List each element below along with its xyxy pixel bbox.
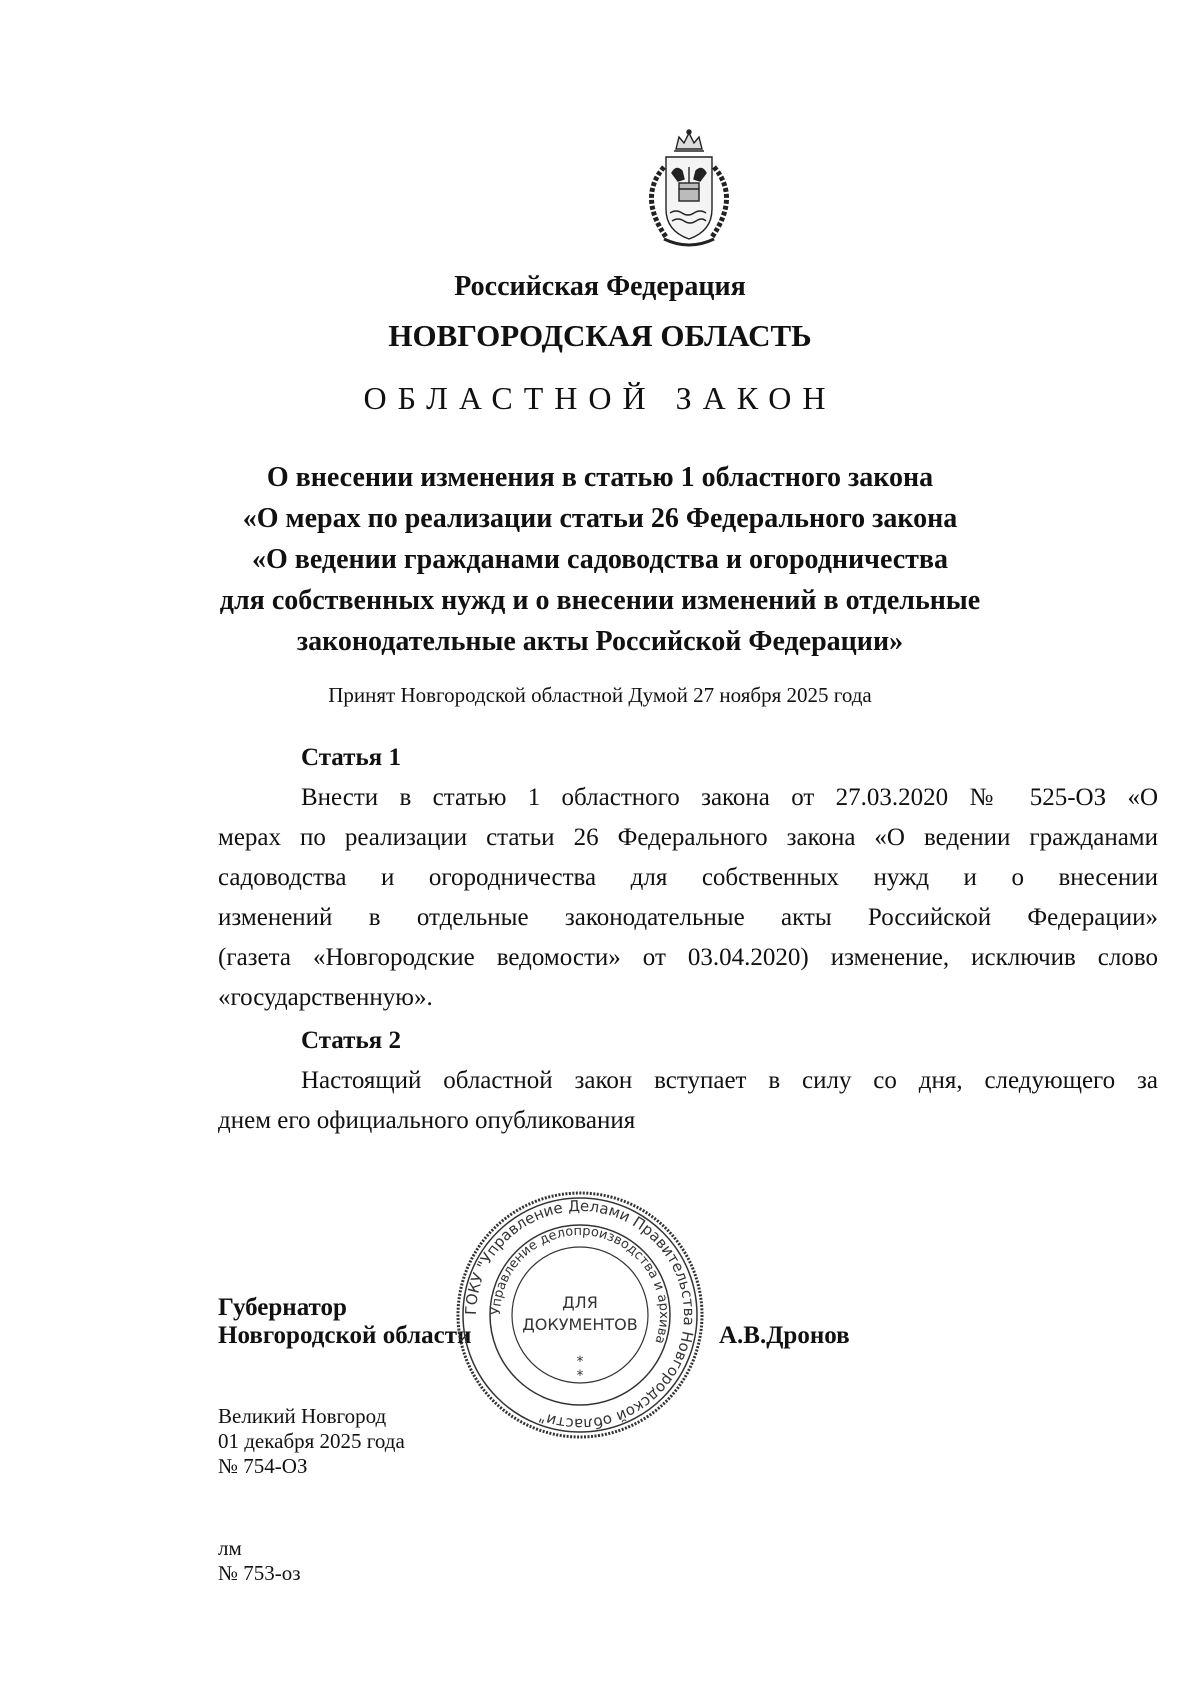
article-1-line: садоводства и огородничества для собственных нужд и о внесении xyxy=(218,864,1158,891)
article-1-line: (газета «Новгородские ведомости» от 03.04.2020) изменение, исключив слово xyxy=(218,944,1158,971)
seal-star-icon: * xyxy=(576,1368,584,1384)
country-name: Российская Федерация xyxy=(454,271,746,302)
document-type: ОБЛАСТНОЙ ЗАКОН xyxy=(363,380,837,416)
article-2-line: днем его официального опубликования xyxy=(218,1107,636,1134)
signing-date: 01 декабря 2025 года xyxy=(218,1429,405,1453)
law-title-line: для собственных нужд и о внесении изменений в отдельные xyxy=(219,585,981,616)
law-title-line: «О ведении гражданами садоводства и огородничества xyxy=(251,544,949,575)
novgorod-coat-of-arms-icon xyxy=(624,127,754,257)
clerk-mark: лм xyxy=(218,1536,242,1560)
article-1-line: мерах по реализации статьи 26 Федерального закона «О ведении гражданами xyxy=(218,824,1158,851)
article-1-text xyxy=(218,778,1158,1018)
law-title-line: «О мерах по реализации статьи 26 Федерального закона xyxy=(242,503,958,534)
signatory-position: Губернатор xyxy=(218,1294,347,1321)
signatory-name: А.В.Дронов xyxy=(719,1322,850,1349)
seal-center-line-1: ДЛЯ xyxy=(562,1293,598,1312)
signing-place: Великий Новгород xyxy=(218,1404,387,1428)
article-1-line: Внести в статью 1 областного закона от 27.03.2020 № 525-ОЗ «О xyxy=(301,784,1158,811)
article-1-line: «государственную». xyxy=(218,984,433,1011)
signatory-region: Новгородской области xyxy=(218,1322,472,1349)
adoption-note: Принят Новгородской областной Думой 27 ноября 2025 года xyxy=(328,683,872,707)
seal-outer-text: ГОКУ "Управление Делами Правительства Новгородской области" xyxy=(461,1196,699,1434)
law-title-line: законодательные акты Российской Федерации» xyxy=(296,626,904,657)
law-title-line: О внесении изменения в статью 1 областного закона xyxy=(266,462,934,493)
seal-inner-text: Управление делопроизводства и архива xyxy=(488,1223,672,1346)
law-title xyxy=(0,457,1200,662)
seal-star-icon: * xyxy=(576,1354,584,1370)
article-1-heading: Статья 1 xyxy=(301,744,401,771)
article-2-heading: Статья 2 xyxy=(301,1027,401,1054)
article-1-line: изменений в отдельные законодательные акты Российской Федерации» xyxy=(218,904,1158,931)
registration-number: № 753-оз xyxy=(218,1561,301,1585)
official-seal-stamp xyxy=(455,1190,705,1440)
article-2-text xyxy=(218,1061,1158,1141)
article-2-line: Настоящий областной закон вступает в силу со дня, следующего за xyxy=(301,1067,1158,1094)
law-number: № 754-ОЗ xyxy=(218,1454,308,1478)
region-name: НОВГОРОДСКАЯ ОБЛАСТЬ xyxy=(388,318,812,353)
seal-center-line-2: ДОКУМЕНТОВ xyxy=(522,1315,638,1334)
